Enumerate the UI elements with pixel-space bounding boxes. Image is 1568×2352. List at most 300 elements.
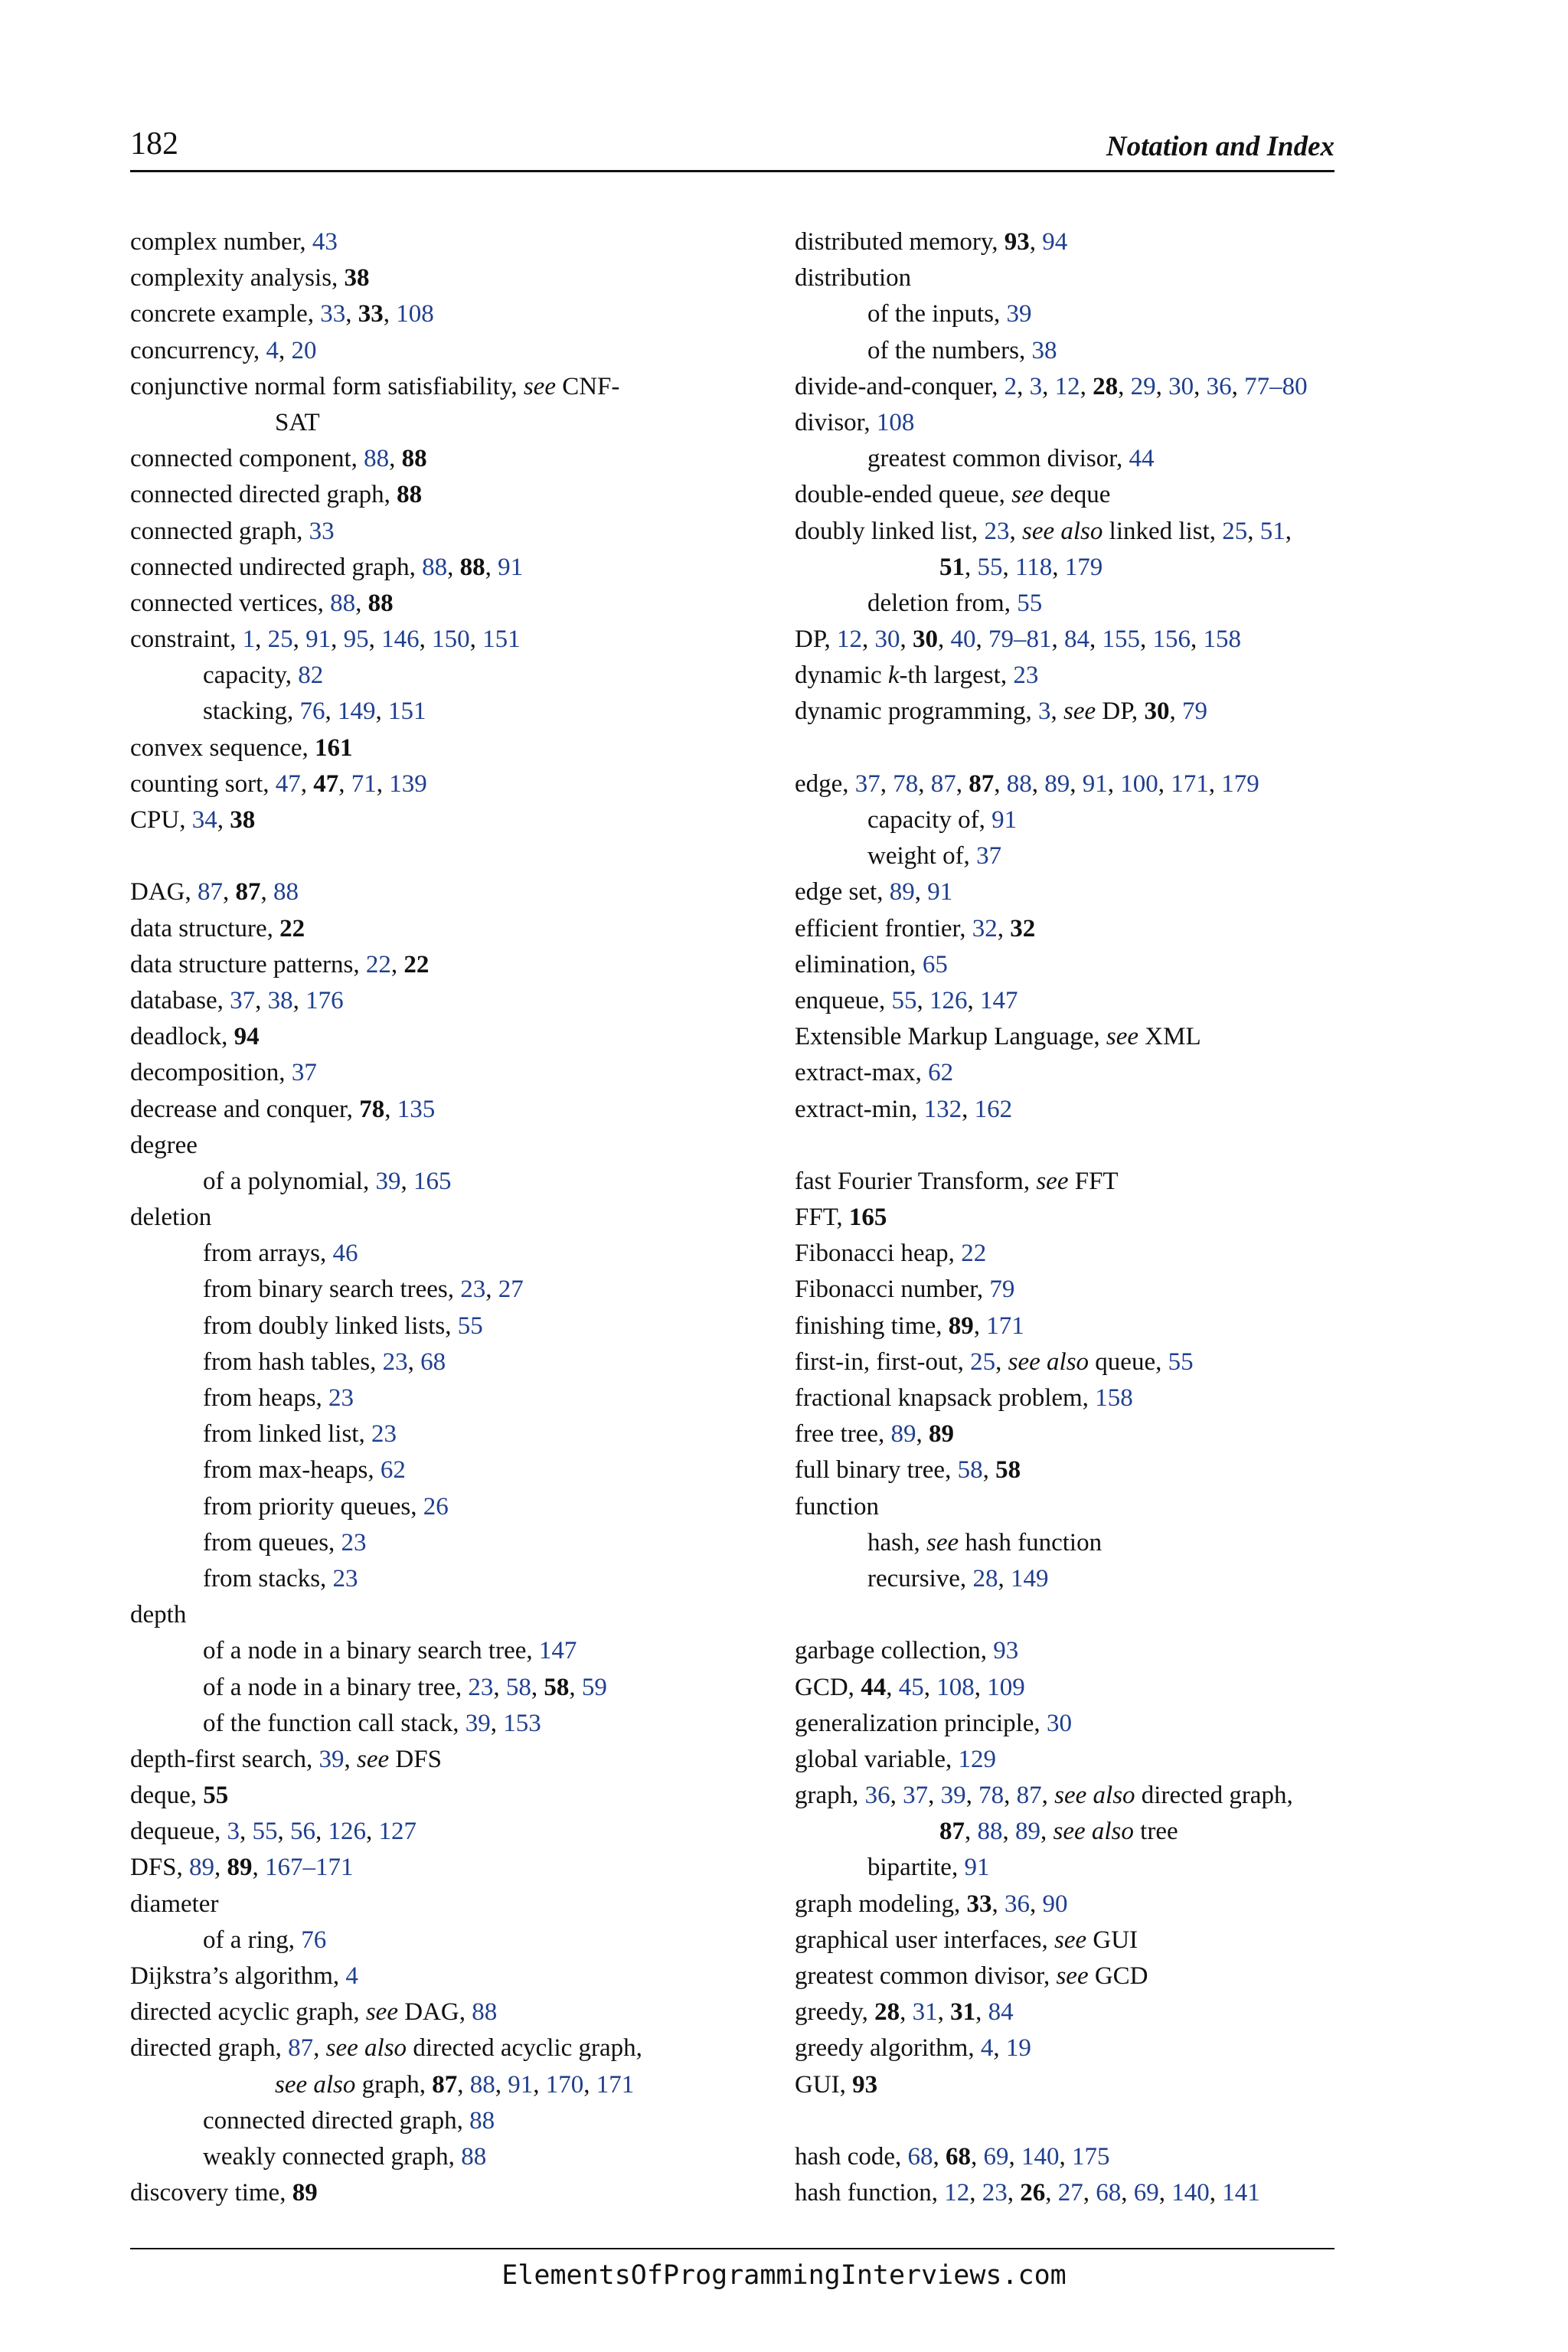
page-reference-link[interactable]: 19: [1005, 2034, 1031, 2063]
page-reference-link[interactable]: 126: [328, 1818, 366, 1846]
index-term-text: ,: [533, 2070, 546, 2099]
page-reference-link[interactable]: 88: [469, 2106, 495, 2135]
index-term-text: ,: [485, 553, 498, 581]
index-spacer: [795, 1128, 1377, 1164]
page-reference-link[interactable]: 79–81: [988, 626, 1052, 654]
page-reference-link[interactable]: 23: [371, 1420, 397, 1449]
index-entry: [795, 694, 1377, 730]
page-reference-link[interactable]: 29: [1130, 372, 1156, 400]
page-reference-link[interactable]: 109: [987, 1673, 1025, 1701]
page-reference-link[interactable]: 175: [1072, 2142, 1110, 2171]
page-reference-link[interactable]: 91: [508, 2070, 534, 2099]
page-reference-link[interactable]: 87: [288, 2034, 314, 2063]
index-term-text: ,: [1194, 372, 1207, 400]
page-reference-link[interactable]: 156: [1152, 626, 1191, 654]
index-term-text: ,: [1007, 2179, 1021, 2207]
page-reference-link[interactable]: 25: [1222, 517, 1248, 545]
page-reference-link[interactable]: 3: [1038, 697, 1051, 726]
page-reference-link[interactable]: 91: [305, 626, 332, 654]
primary-page-reference: 58: [544, 1673, 570, 1701]
page-reference-link[interactable]: 33: [309, 517, 335, 545]
index-term-text: ,: [217, 806, 230, 834]
footer-rule: [130, 2248, 1334, 2249]
page-reference-link[interactable]: 36: [1206, 372, 1232, 400]
index-entry: [795, 1272, 1377, 1308]
index-term-text: greedy,: [795, 1998, 875, 2027]
index-term-text: ,: [1107, 769, 1121, 798]
page-reference-link[interactable]: 4: [345, 1962, 358, 1990]
page-reference-link[interactable]: 176: [305, 986, 344, 1014]
page-reference-link[interactable]: 171: [596, 2070, 635, 2099]
index-term-text: ,: [1041, 1782, 1055, 1810]
index-term-text: ,: [1070, 769, 1083, 798]
index-term-text: ,: [900, 1998, 913, 2027]
page-reference-link[interactable]: 37: [291, 1059, 317, 1087]
page-reference-link[interactable]: 82: [298, 662, 324, 690]
page-reference-link[interactable]: 58: [957, 1456, 983, 1485]
index-term-text: extract-min,: [795, 1095, 924, 1123]
page-reference-link[interactable]: 76: [301, 1926, 327, 1954]
page-reference-link[interactable]: 38: [1031, 336, 1057, 364]
page-reference-link[interactable]: 139: [389, 769, 427, 798]
page-reference-link[interactable]: 79: [989, 1276, 1015, 1304]
index-term-text: efficient frontier,: [795, 914, 972, 942]
page-reference-link[interactable]: 55: [1017, 589, 1043, 617]
page-reference-link[interactable]: 55: [1168, 1348, 1194, 1376]
page-reference-link[interactable]: 37: [230, 986, 256, 1014]
primary-page-reference: 26: [1020, 2179, 1046, 2207]
index-term-text: first-in, first-out,: [795, 1348, 971, 1376]
index-entry: [130, 730, 712, 766]
index-subentry: [795, 1850, 1377, 1886]
page-reference-link[interactable]: 23: [468, 1673, 494, 1701]
primary-page-reference: 89: [928, 1420, 954, 1449]
page-reference-link[interactable]: 118: [1015, 553, 1053, 581]
page-reference-link[interactable]: 23: [982, 2179, 1008, 2207]
page-reference-link[interactable]: 88: [469, 2070, 495, 2099]
index-term-text: directed graph,: [1135, 1782, 1293, 1810]
page-reference-link[interactable]: 12: [1054, 372, 1080, 400]
index-term-text: of a node in a binary search tree,: [203, 1637, 539, 1665]
index-term-text: ,: [1209, 2179, 1223, 2207]
index-entry: [795, 2175, 1377, 2211]
page-reference-link[interactable]: 140: [1021, 2142, 1060, 2171]
page-reference-link[interactable]: 23: [332, 1564, 358, 1592]
page-reference-link[interactable]: 78: [893, 769, 919, 798]
index-entry: [130, 369, 712, 405]
page-reference-link[interactable]: 87: [198, 878, 223, 906]
index-term-text: capacity,: [203, 662, 299, 690]
index-entry: [795, 1922, 1377, 1958]
primary-page-reference: 33: [966, 1890, 992, 1918]
page-reference-link[interactable]: 28: [972, 1564, 998, 1592]
index-term-text: graph,: [355, 2070, 433, 2099]
page-reference-link[interactable]: 147: [538, 1637, 577, 1665]
page-reference-link[interactable]: 23: [382, 1348, 408, 1376]
index-term-text: from stacks,: [203, 1564, 333, 1592]
page-reference-link[interactable]: 171: [1171, 769, 1209, 798]
index-term-text: connected undirected graph,: [130, 553, 423, 581]
index-entry: [795, 1958, 1377, 1994]
page-reference-link[interactable]: 179: [1064, 553, 1103, 581]
index-term-text: free tree,: [795, 1420, 891, 1449]
index-term-text: ,: [313, 2034, 326, 2063]
primary-page-reference: 161: [314, 733, 353, 762]
index-term-text: ,: [880, 769, 893, 798]
cross-reference-term: see also: [275, 2070, 356, 2099]
page-reference-link[interactable]: 89: [890, 1420, 916, 1449]
page-reference-link[interactable]: 3: [227, 1818, 240, 1846]
page-reference-link[interactable]: 88: [472, 1998, 498, 2027]
index-term-text: from hash tables,: [203, 1348, 383, 1376]
page-reference-link[interactable]: 30: [1046, 1709, 1072, 1737]
index-term-text: recursive,: [867, 1564, 973, 1592]
page-reference-link[interactable]: 58: [505, 1673, 531, 1701]
page-reference-link[interactable]: 89: [889, 878, 915, 906]
page-reference-link[interactable]: 147: [979, 986, 1018, 1014]
page-reference-link[interactable]: 23: [341, 1528, 367, 1557]
page-reference-link[interactable]: 132: [923, 1095, 962, 1123]
index-term-text: ,: [255, 626, 268, 654]
page-reference-link[interactable]: 62: [928, 1059, 954, 1087]
page-reference-link[interactable]: 51: [1259, 517, 1285, 545]
index-entry: [130, 911, 712, 947]
page-reference-link[interactable]: 59: [581, 1673, 607, 1701]
page-reference-link[interactable]: 36: [1004, 1890, 1031, 1918]
page-reference-link[interactable]: 39: [375, 1167, 401, 1195]
page-reference-link[interactable]: 1: [242, 626, 256, 654]
primary-page-reference: 38: [344, 264, 370, 292]
page-header: [130, 122, 1334, 172]
index-term-text: weight of,: [867, 842, 977, 871]
index-entry: [130, 2030, 712, 2066]
page-reference-link[interactable]: 100: [1120, 769, 1158, 798]
index-subentry: [795, 586, 1377, 622]
index-term-text: Fibonacci number,: [795, 1276, 990, 1304]
index-entry: [795, 1452, 1377, 1488]
page-reference-link[interactable]: 91: [927, 878, 953, 906]
index-term-text: complexity analysis,: [130, 264, 345, 292]
page-reference-link[interactable]: 94: [1042, 228, 1068, 256]
page-reference-link[interactable]: 84: [988, 1998, 1014, 2027]
index-term-text: ,: [995, 1348, 1008, 1376]
index-term-text: weakly connected graph,: [203, 2142, 462, 2171]
page-reference-link[interactable]: 89: [189, 1854, 215, 1882]
index-term-text: deque,: [130, 1782, 204, 1810]
index-term-text: ,: [469, 626, 483, 654]
index-entry: [795, 766, 1377, 802]
page-reference-link[interactable]: 12: [837, 626, 863, 654]
page-reference-link[interactable]: 179: [1221, 769, 1259, 798]
page-reference-link[interactable]: 151: [387, 697, 426, 726]
page-reference-link[interactable]: 3: [1029, 372, 1043, 400]
primary-page-reference: 22: [403, 950, 430, 978]
page-reference-link[interactable]: 25: [267, 626, 293, 654]
page-reference-link[interactable]: 108: [936, 1673, 975, 1701]
page-reference-link[interactable]: 37: [854, 769, 880, 798]
index-term-text: ,: [485, 1276, 498, 1304]
page-reference-link[interactable]: 78: [978, 1782, 1004, 1810]
page-reference-link[interactable]: 39: [940, 1782, 966, 1810]
index-entry: [795, 369, 1377, 405]
page-reference-link[interactable]: 31: [912, 1998, 938, 2027]
index-term-text: greedy algorithm,: [795, 2034, 981, 2063]
index-entry: [130, 766, 712, 802]
page-reference-link[interactable]: 33: [320, 300, 346, 328]
index-term-text: FFT: [1068, 1167, 1119, 1195]
page-reference-link[interactable]: 26: [423, 1492, 449, 1521]
page-reference-link[interactable]: 150: [432, 626, 470, 654]
index-entry: [795, 1670, 1377, 1706]
page-reference-link[interactable]: 69: [983, 2142, 1009, 2171]
index-term-text: data structure,: [130, 914, 280, 942]
index-term-text: ,: [923, 1673, 937, 1701]
primary-page-reference: 88: [397, 481, 423, 509]
primary-page-reference: 44: [861, 1673, 887, 1701]
cross-reference-term: see: [1011, 481, 1044, 509]
index-entry: [130, 1994, 712, 2030]
index-term-text: deletion: [130, 1204, 212, 1232]
page-reference-link[interactable]: 55: [252, 1818, 278, 1846]
index-term-text: ,: [447, 553, 460, 581]
index-term-text: CPU,: [130, 806, 192, 834]
page-reference-link[interactable]: 55: [977, 553, 1003, 581]
index-term-text: from max-heaps,: [203, 1456, 381, 1485]
page-reference-link[interactable]: 30: [1168, 372, 1194, 400]
page-reference-link[interactable]: 88: [273, 878, 299, 906]
index-subentry: [130, 1416, 712, 1452]
page-reference-link[interactable]: 91: [1082, 769, 1108, 798]
page-reference-link[interactable]: 34: [191, 806, 217, 834]
page-reference-link[interactable]: 88: [422, 553, 448, 581]
page-reference-link[interactable]: 95: [343, 626, 369, 654]
page-reference-link[interactable]: 68: [420, 1348, 446, 1376]
page-reference-link[interactable]: 69: [1133, 2179, 1159, 2207]
page-reference-link[interactable]: 23: [460, 1276, 486, 1304]
index-term-text: ,: [457, 2070, 470, 2099]
index-entry: [130, 1128, 712, 1164]
page-reference-link[interactable]: 68: [1096, 2179, 1122, 2207]
index-entry: [795, 874, 1377, 910]
page-reference-link[interactable]: 79: [1181, 697, 1207, 726]
page-reference-link[interactable]: 43: [312, 228, 338, 256]
page-reference-link[interactable]: 39: [465, 1709, 491, 1737]
index-term-text: dynamic: [795, 662, 888, 690]
page-reference-link[interactable]: 44: [1129, 445, 1155, 473]
page-reference-link[interactable]: 127: [378, 1818, 416, 1846]
index-term-text: ,: [495, 2070, 508, 2099]
page-reference-link[interactable]: 32: [972, 914, 998, 942]
index-term-text: of the inputs,: [867, 300, 1007, 328]
index-subentry: [130, 1670, 712, 1706]
index-term-text: from queues,: [203, 1528, 341, 1557]
page-reference-link[interactable]: 55: [891, 986, 917, 1014]
page-reference-link[interactable]: 65: [922, 950, 948, 978]
page-reference-link[interactable]: 87: [1016, 1782, 1042, 1810]
page-reference-link[interactable]: 22: [365, 950, 391, 978]
index-term-text: GUI,: [795, 2070, 853, 2099]
page-reference-link[interactable]: 84: [1064, 626, 1090, 654]
page-reference-link[interactable]: 167–171: [265, 1854, 354, 1882]
primary-page-reference: 93: [1004, 228, 1030, 256]
page-reference-link[interactable]: 25: [970, 1348, 996, 1376]
page-reference-link[interactable]: 141: [1222, 2179, 1260, 2207]
index-term-text: from doubly linked lists,: [203, 1312, 458, 1340]
page-reference-link[interactable]: 158: [1095, 1384, 1133, 1412]
index-term-text: ,: [1031, 769, 1045, 798]
page-reference-link[interactable]: 91: [964, 1854, 990, 1882]
index-term-text: discovery time,: [130, 2179, 292, 2207]
page-reference-link[interactable]: 30: [874, 626, 900, 654]
page-reference-link[interactable]: 88: [461, 2142, 487, 2171]
page-reference-link[interactable]: 135: [397, 1095, 436, 1123]
index-term-text: of a ring,: [203, 1926, 302, 1954]
index-entry: [795, 477, 1377, 513]
index-spacer: [795, 1597, 1377, 1633]
index-term-text: ,: [569, 1673, 582, 1701]
page-reference-link[interactable]: 88: [364, 445, 390, 473]
page-reference-link[interactable]: 27: [1057, 2179, 1083, 2207]
page-reference-link[interactable]: 153: [503, 1709, 541, 1737]
index-entry: [795, 405, 1377, 441]
page-reference-link[interactable]: 140: [1171, 2179, 1210, 2207]
page-reference-link[interactable]: 171: [986, 1312, 1024, 1340]
index-subentry: [795, 802, 1377, 838]
page-reference-link[interactable]: 36: [864, 1782, 890, 1810]
page-reference-link[interactable]: 46: [332, 1240, 358, 1268]
page-reference-link[interactable]: 40: [950, 626, 976, 654]
page-reference-link[interactable]: 87: [930, 769, 956, 798]
page-reference-link[interactable]: 71: [351, 769, 377, 798]
index-subentry: [795, 1561, 1377, 1597]
page-reference-link[interactable]: 37: [976, 842, 1002, 871]
primary-page-reference: 28: [874, 1998, 900, 2027]
index-term-text: ,: [355, 589, 368, 617]
index-term-text: bipartite,: [867, 1854, 965, 1882]
page-reference-link[interactable]: 146: [381, 626, 420, 654]
index-term-text: elimination,: [795, 950, 923, 978]
page-reference-link[interactable]: 170: [545, 2070, 584, 2099]
page-reference-link[interactable]: 23: [328, 1384, 354, 1412]
index-term-text: ,: [407, 1348, 421, 1376]
page-reference-link[interactable]: 162: [974, 1095, 1013, 1123]
index-term-text: connected vertices,: [130, 589, 331, 617]
index-entry: [795, 2139, 1377, 2175]
page-reference-link[interactable]: 88: [330, 589, 356, 617]
index-term-text: ,: [862, 626, 875, 654]
page-reference-link[interactable]: 126: [929, 986, 968, 1014]
page-reference-link[interactable]: 23: [984, 517, 1010, 545]
index-entry: [130, 405, 712, 441]
page-reference-link[interactable]: 23: [1013, 662, 1039, 690]
page-reference-link[interactable]: 129: [958, 1745, 997, 1773]
index-term-text: ,: [239, 1818, 253, 1846]
index-term-text: ,: [292, 626, 306, 654]
page-reference-link[interactable]: 12: [944, 2179, 970, 2207]
page-reference-link[interactable]: 151: [482, 626, 521, 654]
cross-reference-term: see: [365, 1998, 398, 2027]
page-reference-link[interactable]: 55: [457, 1312, 483, 1340]
index-subentry: [130, 1525, 712, 1561]
index-subentry: [795, 1525, 1377, 1561]
index-subentry: [130, 1344, 712, 1380]
page-reference-link[interactable]: 56: [289, 1818, 315, 1846]
index-term-text: DP,: [795, 626, 838, 654]
page-reference-link[interactable]: 2: [1004, 372, 1018, 400]
page-reference-link[interactable]: 20: [291, 336, 317, 364]
page-reference-link[interactable]: 91: [991, 806, 1018, 834]
page-reference-link[interactable]: 158: [1203, 626, 1242, 654]
index-column-left: [130, 224, 712, 2211]
index-entry: [130, 333, 712, 369]
index-subentry: [130, 658, 712, 694]
index-term-text: ,: [933, 2142, 946, 2171]
index-entry: [795, 911, 1377, 947]
page-reference-link[interactable]: 4: [980, 2034, 994, 2063]
page-reference-link[interactable]: 108: [876, 408, 915, 436]
page-reference-link[interactable]: 88: [977, 1818, 1003, 1846]
page-reference-link[interactable]: 89: [1044, 769, 1070, 798]
index-entry: [130, 441, 712, 477]
page-reference-link[interactable]: 76: [299, 697, 325, 726]
index-term-text: directed acyclic graph,: [130, 1998, 366, 2027]
index-term-text: of the function call stack,: [203, 1709, 466, 1737]
index-term-text: ,: [277, 1818, 290, 1846]
page-reference-link[interactable]: 22: [961, 1240, 987, 1268]
index-term-text: ,: [998, 1564, 1011, 1592]
page-reference-link[interactable]: 45: [898, 1673, 924, 1701]
index-term-text: ,: [1080, 372, 1093, 400]
page-reference-link[interactable]: 68: [907, 2142, 933, 2171]
index-term-text: ,: [331, 626, 344, 654]
index-term-text: DAG,: [130, 878, 198, 906]
index-entry: [130, 224, 712, 260]
page-reference-link[interactable]: 165: [413, 1167, 452, 1195]
index-term-text: ,: [1051, 626, 1065, 654]
page-reference-link[interactable]: 88: [1006, 769, 1032, 798]
index-term-text: ,: [1002, 553, 1015, 581]
page-reference-link[interactable]: 77–80: [1244, 372, 1308, 400]
primary-page-reference: 30: [913, 626, 939, 654]
page-reference-link[interactable]: 149: [337, 697, 376, 726]
primary-page-reference: 88: [368, 589, 394, 617]
page-reference-link[interactable]: 155: [1102, 626, 1141, 654]
page-reference-link[interactable]: 62: [380, 1456, 406, 1485]
page-reference-link[interactable]: 91: [498, 553, 524, 581]
index-term-text: ,: [994, 769, 1007, 798]
page-reference-link[interactable]: 108: [396, 300, 434, 328]
primary-page-reference: 165: [848, 1204, 887, 1232]
index-entry: [795, 1164, 1377, 1200]
cross-reference-term: see: [523, 372, 556, 400]
page-reference-link[interactable]: 93: [993, 1637, 1019, 1665]
page-reference-link[interactable]: 89: [1015, 1818, 1040, 1846]
primary-page-reference: 68: [946, 2142, 972, 2171]
page-reference-link[interactable]: 149: [1010, 1564, 1049, 1592]
page-reference-link[interactable]: 39: [318, 1745, 345, 1773]
index-term-text: DP,: [1096, 697, 1145, 726]
page-reference-link[interactable]: 39: [1006, 300, 1032, 328]
page-reference-link[interactable]: 47: [275, 769, 301, 798]
page-reference-link[interactable]: 27: [498, 1276, 524, 1304]
page-reference-link[interactable]: 38: [267, 986, 293, 1014]
page-reference-link[interactable]: 4: [266, 336, 279, 364]
page-reference-link[interactable]: 37: [903, 1782, 929, 1810]
index-term-text: ,: [390, 950, 404, 978]
index-term-text: SAT: [275, 408, 320, 436]
page-reference-link[interactable]: 90: [1042, 1890, 1068, 1918]
index-entry: [795, 658, 1377, 694]
